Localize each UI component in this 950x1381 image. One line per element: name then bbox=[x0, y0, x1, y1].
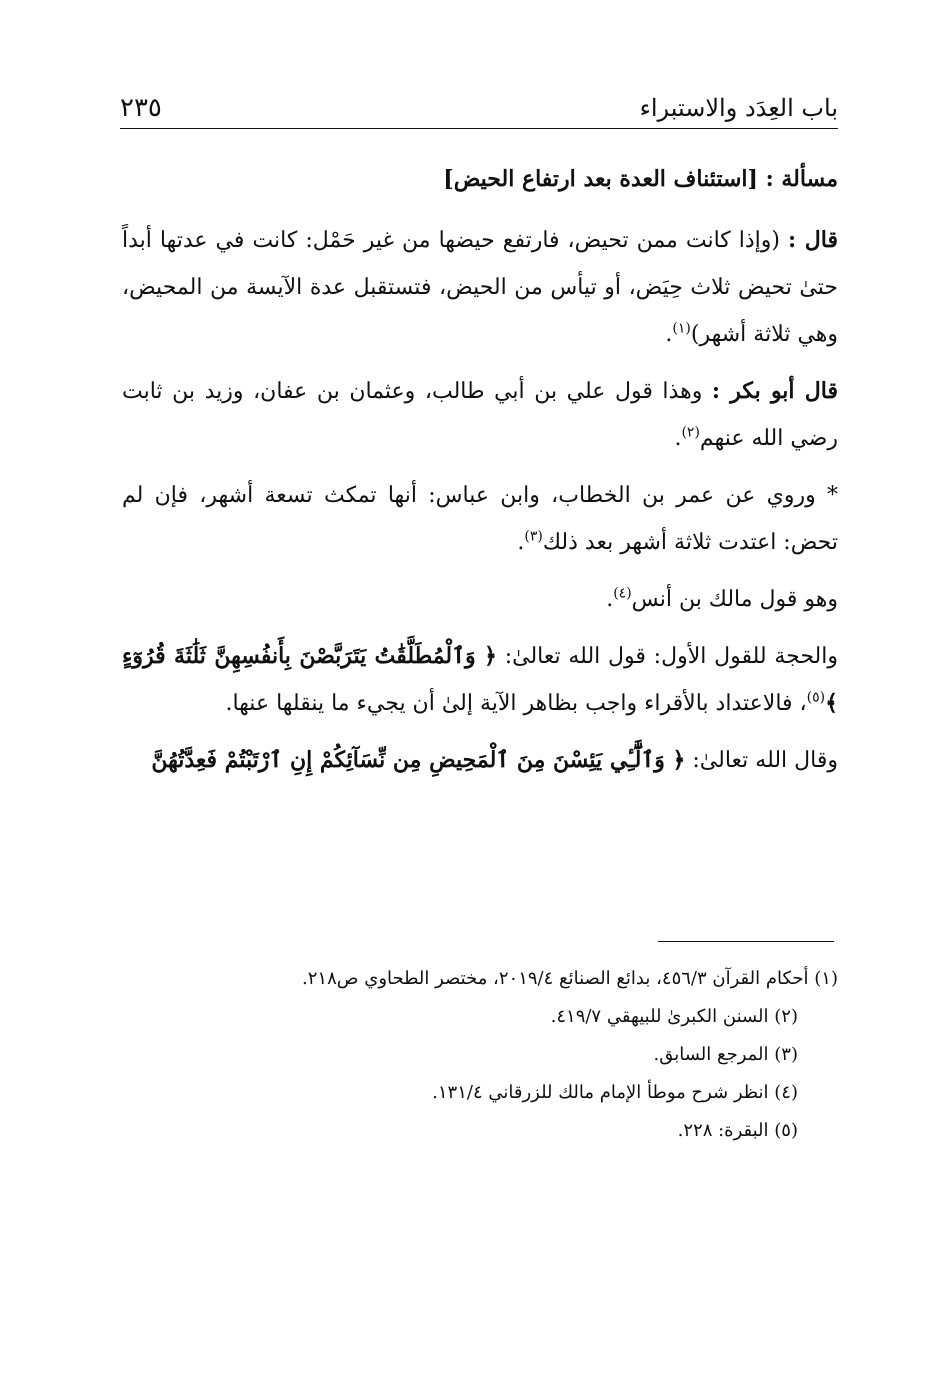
footnote-ref-4[interactable]: (٤) bbox=[613, 585, 632, 602]
quran-verse: ﴿ وَٱلَّٰٓـِٔي يَئِسْنَ مِنَ ٱلْمَحِيضِ مِن نِّسَآئِكُمْ إِنِ ٱرْتَبْتُمْ فَعِدَّتُهُنَّ bbox=[151, 747, 686, 773]
main-text bbox=[122, 156, 838, 794]
paragraph-3 bbox=[122, 472, 838, 566]
paragraph-text: وهذا قول علي بن أبي طالب، وعثمان بن عفان، وزيد بن ثابت رضي الله عنهم bbox=[122, 379, 838, 451]
footnotes bbox=[122, 960, 838, 1150]
page-number: ٢٣٥ bbox=[120, 93, 162, 123]
footnote-3: (٣) المرجع السابق. bbox=[653, 1044, 798, 1065]
speaker-label: قال أبو بكر : bbox=[711, 378, 838, 404]
footnote-ref-3[interactable]: (٣) bbox=[524, 528, 543, 545]
footnote-ref-2[interactable]: (٢) bbox=[681, 424, 700, 441]
footnote-1: (١) أحكام القرآن ٤٥٦/٣، بدائع الصنائع ٢٠١٩/٤، مختصر الطحاوي ص٢١٨. bbox=[302, 968, 838, 989]
footnote-divider bbox=[658, 941, 834, 942]
paragraph-4 bbox=[122, 576, 838, 623]
paragraph-text: * وروي عن عمر بن الخطاب، وابن عباس: أنها تمكث تسعة أشهر، فإن لم تحض: اعتدت ثلاثة أشهر بعد ذلك bbox=[122, 483, 838, 555]
paragraph-text: والحجة للقول الأول: قول الله تعالىٰ: bbox=[504, 644, 838, 669]
footnote-ref-5[interactable]: (٥) bbox=[806, 689, 826, 706]
paragraph-text: وقال الله تعالىٰ: bbox=[692, 748, 838, 773]
sentence-end: . bbox=[674, 426, 682, 451]
sentence-end: . bbox=[517, 530, 525, 555]
footnote-5: (٥) البقرة: ٢٢٨. bbox=[677, 1120, 798, 1141]
paragraph-text: (وإذا كانت ممن تحيض، فارتفع حيضها من غير حَمْل: كانت في عدتها أبداً حتىٰ تحيض ثلاث حِيَض، أو تيأس من الحيض، فتستقبل عدة الآيسة من المحيض، وهي ثلاثة أشهر) bbox=[122, 228, 838, 347]
running-header bbox=[120, 88, 838, 129]
section-heading: مسألة : [استئناف العدة بعد ارتفاع الحيض] bbox=[443, 166, 838, 192]
quran-verse: ﴿ وَٱلْمُطَلَّقَٰتُ يَتَرَبَّصْنَ بِأَنفُسِهِنَّ ثَلَٰثَةَ قُرُوٓءٍ ﴾ bbox=[122, 643, 838, 716]
sentence-end: . bbox=[606, 587, 614, 612]
sentence-end: . bbox=[665, 322, 673, 347]
footnote-4: (٤) انظر شرح موطأ الإمام مالك للزرقاني ١٣١/٤. bbox=[432, 1082, 798, 1103]
paragraph-2 bbox=[122, 368, 838, 462]
paragraph-1 bbox=[122, 217, 838, 358]
footnote-ref-1[interactable]: (١) bbox=[672, 320, 691, 337]
footnote-2: (٢) السنن الكبرىٰ للبيهقي ٤١٩/٧. bbox=[550, 1006, 798, 1027]
chapter-title: باب العِدَد والاستبراء bbox=[639, 94, 838, 122]
paragraph-text: وهو قول مالك بن أنس bbox=[631, 587, 838, 612]
paragraph-text: ، فالاعتداد بالأقراء واجب بظاهر الآية إلىٰ أن يجيء ما ينقلها عنها. bbox=[225, 691, 807, 716]
paragraph-5 bbox=[122, 633, 838, 727]
paragraph-6 bbox=[122, 737, 838, 784]
speaker-label: قال : bbox=[788, 227, 839, 253]
